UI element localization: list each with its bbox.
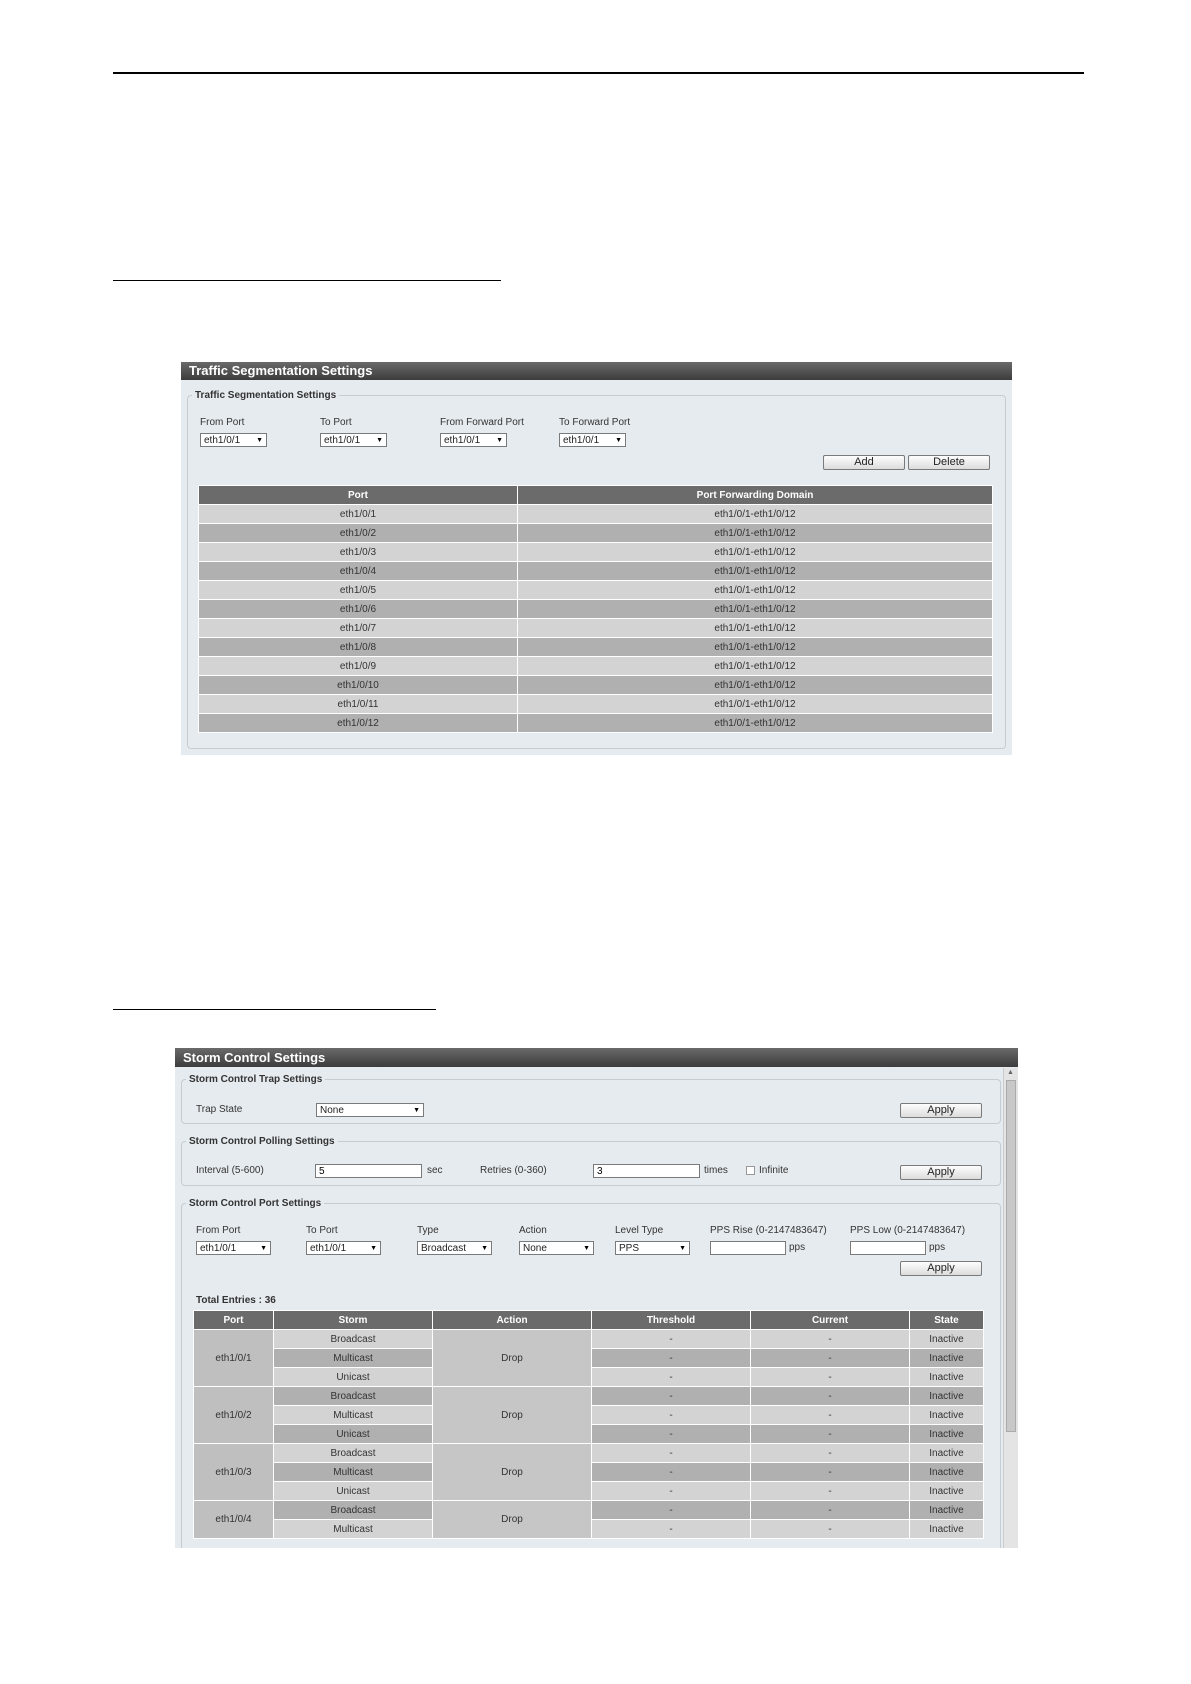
table-row (194, 1444, 984, 1463)
forwarding-domain-cell: eth1/0/1-eth1/0/12 (518, 543, 993, 562)
pps-rise-unit: pps (789, 1242, 806, 1253)
threshold-cell: - (592, 1387, 751, 1406)
current-cell: - (751, 1463, 910, 1482)
polling-settings-fieldset (181, 1136, 1001, 1186)
forwarding-domain-cell: eth1/0/1-eth1/0/12 (518, 714, 993, 733)
forwarding-domain-cell: eth1/0/1-eth1/0/12 (518, 505, 993, 524)
port-cell: eth1/0/1 (194, 1330, 274, 1387)
interval-input[interactable] (315, 1164, 422, 1178)
pps-low-label: PPS Low (0-2147483647) (850, 1225, 966, 1236)
from-port-label: From Port (200, 417, 245, 428)
port-apply-button[interactable]: Apply (900, 1261, 982, 1276)
threshold-cell: - (592, 1330, 751, 1349)
chevron-down-icon: ▼ (260, 1245, 267, 1252)
state-cell: Inactive (910, 1387, 984, 1406)
forwarding-domain-cell: eth1/0/1-eth1/0/12 (518, 619, 993, 638)
column-header-threshold: Threshold (592, 1311, 751, 1330)
to-port-label: To Port (320, 417, 352, 428)
column-header-port: Port (199, 486, 518, 505)
current-cell: - (751, 1482, 910, 1501)
column-header-state: State (910, 1311, 984, 1330)
current-cell: - (751, 1501, 910, 1520)
state-cell: Inactive (910, 1444, 984, 1463)
forwarding-domain-cell: eth1/0/1-eth1/0/12 (518, 562, 993, 581)
current-cell: - (751, 1425, 910, 1444)
scroll-up-arrow-icon[interactable]: ▲ (1007, 1069, 1014, 1076)
panel-title: Traffic Segmentation Settings (181, 362, 1012, 380)
from-port-select[interactable]: eth1/0/1 ▼ (200, 433, 267, 447)
port-cell: eth1/0/5 (199, 581, 518, 600)
table-row (199, 619, 993, 638)
table-row (194, 1501, 984, 1520)
current-cell: - (751, 1330, 910, 1349)
trap-state-select[interactable]: None ▼ (316, 1103, 424, 1117)
port-cell: eth1/0/3 (199, 543, 518, 562)
table-row (199, 562, 993, 581)
table-row (199, 581, 993, 600)
interval-label: Interval (5-600) (196, 1165, 264, 1176)
retries-label: Retries (0-360) (480, 1165, 547, 1176)
column-header-port: Port (194, 1311, 274, 1330)
chevron-down-icon: ▼ (615, 437, 622, 444)
storm-type-cell: Multicast (274, 1463, 433, 1482)
storm-type-cell: Multicast (274, 1349, 433, 1368)
state-cell: Inactive (910, 1330, 984, 1349)
pps-low-input[interactable] (850, 1241, 926, 1255)
state-cell: Inactive (910, 1368, 984, 1387)
action-cell: Drop (433, 1444, 592, 1501)
retries-unit: times (704, 1165, 728, 1176)
traffic-segmentation-table (198, 485, 993, 733)
threshold-cell: - (592, 1368, 751, 1387)
level-type-label: Level Type (615, 1225, 664, 1236)
to-forward-port-select[interactable]: eth1/0/1 ▼ (559, 433, 626, 447)
port-cell: eth1/0/8 (199, 638, 518, 657)
action-cell: Drop (433, 1387, 592, 1444)
table-row (199, 543, 993, 562)
level-type-select[interactable]: PPS ▼ (615, 1241, 690, 1255)
port-cell: eth1/0/2 (199, 524, 518, 543)
section-heading-underline (113, 1009, 436, 1010)
from-forward-port-select[interactable]: eth1/0/1 ▼ (440, 433, 507, 447)
storm-type-cell: Unicast (274, 1482, 433, 1501)
trap-state-label: Trap State (196, 1104, 243, 1115)
fieldset-legend: Storm Control Trap Settings (189, 1074, 323, 1085)
storm-type-cell: Multicast (274, 1406, 433, 1425)
chevron-down-icon: ▼ (583, 1245, 590, 1252)
chevron-down-icon: ▼ (496, 437, 503, 444)
table-row (199, 638, 993, 657)
to-port-select[interactable]: eth1/0/1 ▼ (306, 1241, 381, 1255)
threshold-cell: - (592, 1463, 751, 1482)
forwarding-domain-cell: eth1/0/1-eth1/0/12 (518, 657, 993, 676)
action-cell: Drop (433, 1330, 592, 1387)
port-cell: eth1/0/10 (199, 676, 518, 695)
infinite-label: Infinite (759, 1165, 789, 1176)
pps-rise-input[interactable] (710, 1241, 786, 1255)
forwarding-domain-cell: eth1/0/1-eth1/0/12 (518, 581, 993, 600)
port-cell: eth1/0/9 (199, 657, 518, 676)
table-row (199, 676, 993, 695)
delete-button[interactable]: Delete (908, 455, 990, 470)
page-header-rule (113, 72, 1084, 74)
action-cell: Drop (433, 1501, 592, 1539)
storm-type-cell: Unicast (274, 1368, 433, 1387)
current-cell: - (751, 1444, 910, 1463)
forwarding-domain-cell: eth1/0/1-eth1/0/12 (518, 695, 993, 714)
state-cell: Inactive (910, 1463, 984, 1482)
panel-title: Storm Control Settings (175, 1048, 1018, 1067)
pps-rise-label: PPS Rise (0-2147483647) (710, 1225, 827, 1236)
forwarding-domain-cell: eth1/0/1-eth1/0/12 (518, 676, 993, 695)
table-row (199, 505, 993, 524)
table-row (199, 657, 993, 676)
table-row (194, 1330, 984, 1349)
port-cell: eth1/0/2 (194, 1387, 274, 1444)
port-cell: eth1/0/12 (199, 714, 518, 733)
section-heading-underline (113, 280, 501, 281)
storm-type-cell: Multicast (274, 1520, 433, 1539)
fieldset-legend: Storm Control Port Settings (189, 1198, 322, 1209)
to-forward-port-label: To Forward Port (559, 417, 631, 428)
state-cell: Inactive (910, 1501, 984, 1520)
type-label: Type (417, 1225, 439, 1236)
port-cell: eth1/0/4 (199, 562, 518, 581)
port-cell: eth1/0/11 (199, 695, 518, 714)
fieldset-legend: Traffic Segmentation Settings (195, 390, 337, 401)
port-cell: eth1/0/4 (194, 1501, 274, 1539)
from-port-label: From Port (196, 1225, 241, 1236)
state-cell: Inactive (910, 1482, 984, 1501)
threshold-cell: - (592, 1406, 751, 1425)
threshold-cell: - (592, 1501, 751, 1520)
forwarding-domain-cell: eth1/0/1-eth1/0/12 (518, 524, 993, 543)
chevron-down-icon: ▼ (679, 1245, 686, 1252)
chevron-down-icon: ▼ (481, 1245, 488, 1252)
from-forward-port-label: From Forward Port (440, 417, 524, 428)
table-row (199, 695, 993, 714)
chevron-down-icon: ▼ (413, 1107, 420, 1114)
current-cell: - (751, 1387, 910, 1406)
table-row (199, 714, 993, 733)
interval-unit: sec (427, 1165, 443, 1176)
storm-control-panel (175, 1048, 1018, 1548)
current-cell: - (751, 1368, 910, 1387)
storm-type-cell: Broadcast (274, 1444, 433, 1463)
table-row (194, 1387, 984, 1406)
retries-input[interactable] (593, 1164, 700, 1178)
chevron-down-icon: ▼ (256, 437, 263, 444)
from-port-select[interactable]: eth1/0/1 ▼ (196, 1241, 271, 1255)
table-row (199, 600, 993, 619)
chevron-down-icon: ▼ (376, 437, 383, 444)
fieldset-legend: Storm Control Polling Settings (189, 1136, 335, 1147)
forwarding-domain-cell: eth1/0/1-eth1/0/12 (518, 600, 993, 619)
threshold-cell: - (592, 1425, 751, 1444)
action-label: Action (519, 1225, 547, 1236)
column-header-action: Action (433, 1311, 592, 1330)
to-port-label: To Port (306, 1225, 338, 1236)
threshold-cell: - (592, 1482, 751, 1501)
current-cell: - (751, 1406, 910, 1425)
storm-type-cell: Broadcast (274, 1501, 433, 1520)
port-cell: eth1/0/1 (199, 505, 518, 524)
scrollbar-thumb[interactable] (1006, 1080, 1016, 1432)
state-cell: Inactive (910, 1520, 984, 1539)
state-cell: Inactive (910, 1425, 984, 1444)
port-cell: eth1/0/6 (199, 600, 518, 619)
state-cell: Inactive (910, 1349, 984, 1368)
storm-type-cell: Unicast (274, 1425, 433, 1444)
port-cell: eth1/0/3 (194, 1444, 274, 1501)
storm-type-cell: Broadcast (274, 1387, 433, 1406)
port-cell: eth1/0/7 (199, 619, 518, 638)
polling-apply-button[interactable]: Apply (900, 1165, 982, 1180)
type-select[interactable]: Broadcast ▼ (417, 1241, 492, 1255)
table-row (199, 524, 993, 543)
forwarding-domain-cell: eth1/0/1-eth1/0/12 (518, 638, 993, 657)
total-entries: Total Entries : 36 (196, 1295, 276, 1306)
threshold-cell: - (592, 1349, 751, 1368)
trap-apply-button[interactable]: Apply (900, 1103, 982, 1118)
storm-type-cell: Broadcast (274, 1330, 433, 1349)
column-header-storm: Storm (274, 1311, 433, 1330)
current-cell: - (751, 1349, 910, 1368)
current-cell: - (751, 1520, 910, 1539)
traffic-segmentation-panel (181, 362, 1012, 755)
add-button[interactable]: Add (823, 455, 905, 470)
pps-low-unit: pps (929, 1242, 946, 1253)
trap-settings-fieldset (181, 1074, 1001, 1124)
chevron-down-icon: ▼ (370, 1245, 377, 1252)
threshold-cell: - (592, 1444, 751, 1463)
action-select[interactable]: None ▼ (519, 1241, 594, 1255)
storm-control-table (193, 1310, 984, 1539)
column-header-current: Current (751, 1311, 910, 1330)
infinite-checkbox[interactable] (746, 1166, 755, 1175)
column-header-port-forwarding-domain: Port Forwarding Domain (518, 486, 993, 505)
to-port-select[interactable]: eth1/0/1 ▼ (320, 433, 387, 447)
state-cell: Inactive (910, 1406, 984, 1425)
threshold-cell: - (592, 1520, 751, 1539)
vertical-scrollbar[interactable] (1003, 1068, 1018, 1548)
